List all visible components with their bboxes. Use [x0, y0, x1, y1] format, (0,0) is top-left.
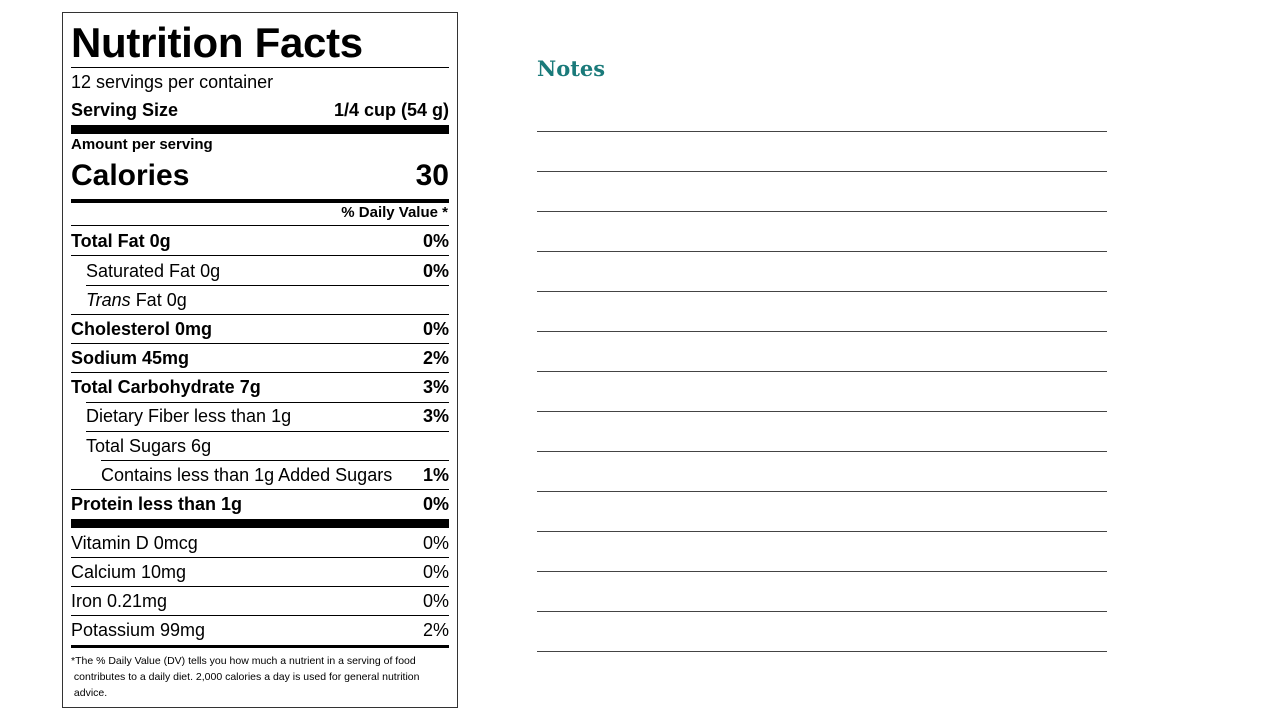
vitamin-row: Potassium 99mg 2%: [71, 620, 449, 640]
nutrient-row: Total Fat 0g 0%: [71, 231, 449, 251]
note-line[interactable]: [537, 171, 1107, 172]
daily-value-footnote: *The % Daily Value (DV) tells you how much a nutrient in a serving of food contributes to a daily diet. 2,000 calories a day is used for general nutrition advice.: [71, 655, 420, 699]
thick-divider: [71, 125, 449, 134]
nutrition-facts-label: Nutrition Facts 12 servings per container Serving Size 1/4 cup (54 g) Amount per serving Calories 30 % Daily Value * Total Fat 0g 0% Saturated Fat 0g 0% Trans Fat 0g Cholesterol 0mg 0% Sodium 45mg 2% Total Carbohydrate 7g 3% Dietary Fiber less than 1g 3% Total Sugars 6g Contains less than 1g Added Sugars 1% Protein less than 1g 0% Vitamin D 0mcg 0% Calcium 10mg 0% Iron 0.21mg 0% Potassium 99mg 2% *The % Daily Value (DV) tells you how much a nutrient in a serving of food contributes to a daily diet. 2,000 calories a day is used for general nutrition advice.: [62, 12, 458, 708]
divider: [71, 372, 449, 373]
notes-title: Notes: [537, 56, 606, 81]
calories-value: 30: [415, 159, 449, 192]
nutrient-row: Protein less than 1g 0%: [71, 494, 449, 514]
nutrient-row: Contains less than 1g Added Sugars 1%: [101, 465, 449, 485]
divider: [86, 431, 449, 432]
note-line[interactable]: [537, 411, 1107, 412]
medium-divider: [71, 199, 449, 203]
note-line[interactable]: [537, 571, 1107, 572]
nutrient-row: Dietary Fiber less than 1g 3%: [86, 406, 449, 426]
divider: [71, 489, 449, 490]
calories-label: Calories: [71, 159, 190, 192]
divider: [71, 586, 449, 587]
vitamin-row: Iron 0.21mg 0%: [71, 591, 449, 611]
label-title: Nutrition Facts: [71, 19, 363, 66]
divider: [71, 255, 449, 256]
vitamin-row: Vitamin D 0mcg 0%: [71, 533, 449, 553]
note-line[interactable]: [537, 331, 1107, 332]
nutrient-row: Trans Fat 0g: [86, 290, 187, 310]
serving-size-value: 1/4 cup (54 g): [333, 100, 449, 120]
note-line[interactable]: [537, 491, 1107, 492]
vitamin-row: Calcium 10mg 0%: [71, 562, 449, 582]
divider: [86, 402, 449, 403]
nutrient-row: Total Sugars 6g: [86, 436, 212, 456]
medium-divider: [71, 645, 449, 648]
note-line[interactable]: [537, 611, 1107, 612]
note-line[interactable]: [537, 451, 1107, 452]
nutrient-row: Sodium 45mg 2%: [71, 348, 449, 368]
nutrient-row: Total Carbohydrate 7g 3%: [71, 377, 449, 397]
note-line[interactable]: [537, 251, 1107, 252]
divider: [101, 460, 449, 461]
note-line[interactable]: [537, 651, 1107, 652]
nutrient-row: Saturated Fat 0g 0%: [86, 261, 449, 281]
divider: [71, 343, 449, 344]
divider: [71, 67, 449, 68]
divider: [86, 285, 449, 286]
divider: [71, 615, 449, 616]
thick-divider: [71, 519, 449, 528]
divider: [71, 225, 449, 226]
note-line[interactable]: [537, 291, 1107, 292]
divider: [71, 557, 449, 558]
note-line[interactable]: [537, 531, 1107, 532]
nutrient-row: Cholesterol 0mg 0%: [71, 319, 449, 339]
note-line[interactable]: [537, 211, 1107, 212]
note-line[interactable]: [537, 131, 1107, 132]
serving-size-label: Serving Size: [71, 100, 179, 120]
divider: [71, 314, 449, 315]
note-line[interactable]: [537, 371, 1107, 372]
